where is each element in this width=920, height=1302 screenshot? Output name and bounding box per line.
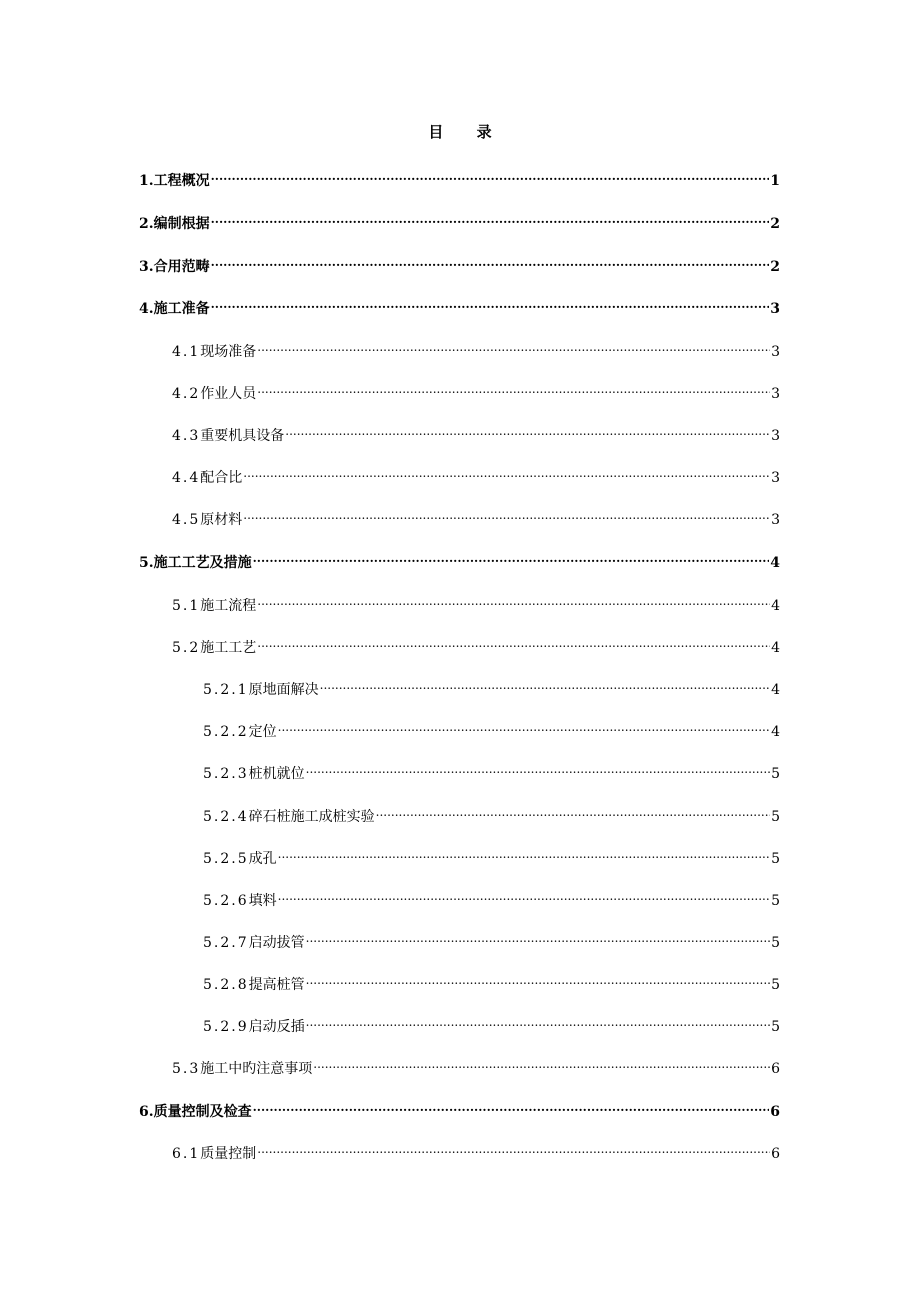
toc-entry-title: 作业人员	[200, 386, 257, 402]
toc-dot-leader	[278, 841, 770, 863]
toc-dot-leader	[257, 588, 770, 610]
toc-entry-number: 5.	[139, 555, 154, 571]
toc-entry-number: 5.2.8	[203, 977, 249, 993]
toc-entry-title: 启动拔管	[248, 935, 305, 951]
toc-entry[interactable]	[139, 545, 780, 571]
toc-entry-number: 5.2.6	[203, 893, 249, 909]
toc-entry-page: 4	[771, 724, 780, 740]
toc-entry-number: 6.1	[172, 1146, 201, 1162]
toc-entry[interactable]	[203, 841, 780, 867]
toc-dot-leader	[253, 545, 770, 567]
toc-entry[interactable]	[172, 460, 780, 486]
toc-entry-number: 4.3	[172, 428, 201, 444]
toc-entry-number: 4.	[139, 301, 154, 317]
toc-entry-number: 5.3	[172, 1061, 201, 1077]
toc-entry-page: 3	[771, 428, 780, 444]
toc-entry-title: 合用范畴	[153, 259, 210, 275]
toc-entry-page: 3	[771, 344, 780, 360]
toc-entry[interactable]	[172, 630, 780, 656]
toc-entry-page: 5	[771, 893, 780, 909]
toc-dot-leader	[257, 376, 770, 398]
toc-entry[interactable]	[139, 291, 780, 317]
toc-entry[interactable]	[139, 206, 780, 232]
toc-entry[interactable]	[172, 1051, 780, 1077]
toc-entry-page: 6	[770, 1104, 780, 1120]
toc-entry-page: 3	[770, 301, 780, 317]
toc-dot-leader	[211, 291, 770, 313]
toc-dot-leader	[257, 1136, 770, 1158]
toc-dot-leader	[278, 714, 770, 736]
toc-entry[interactable]	[139, 249, 780, 275]
toc-entry-page: 3	[771, 470, 780, 486]
toc-dot-leader	[243, 502, 770, 524]
toc-dot-leader	[211, 206, 770, 228]
toc-entry-number: 3.	[139, 259, 154, 275]
toc-entry[interactable]	[203, 672, 780, 698]
toc-entry[interactable]	[203, 925, 780, 951]
toc-dot-leader	[285, 418, 770, 440]
toc-entry-title: 原材料	[200, 512, 243, 528]
toc-entry-number: 5.2.2	[203, 724, 249, 740]
toc-entry-number: 5.1	[172, 598, 201, 614]
toc-entry-title: 提高桩管	[248, 977, 305, 993]
toc-entry-page: 5	[771, 809, 780, 825]
toc-entry-page: 6	[771, 1061, 780, 1077]
toc-entry[interactable]	[172, 502, 780, 528]
toc-entry-number: 5.2.3	[203, 766, 249, 782]
toc-dot-leader	[253, 1094, 770, 1116]
toc-entry-number: 5.2.1	[203, 682, 249, 698]
toc-entry-title: 质量控制及检查	[153, 1104, 252, 1120]
toc-entry-number: 1.	[139, 173, 154, 189]
toc-entry-title: 碎石桩施工成桩实验	[248, 809, 375, 825]
toc-entry-title: 编制根据	[153, 216, 210, 232]
toc-dot-leader	[306, 756, 770, 778]
toc-dot-leader	[257, 630, 770, 652]
toc-entry-title: 施工流程	[200, 598, 257, 614]
toc-entry-number: 5.2.9	[203, 1019, 249, 1035]
toc-entry-title: 施工工艺及措施	[153, 555, 252, 571]
toc-entry-page: 5	[771, 977, 780, 993]
toc-entry[interactable]	[172, 588, 780, 614]
toc-dot-leader	[306, 1009, 770, 1031]
toc-dot-leader	[257, 334, 770, 356]
toc-dot-leader	[211, 249, 770, 271]
toc-entry-title: 启动反插	[248, 1019, 305, 1035]
toc-entry-page: 5	[771, 1019, 780, 1035]
toc-entry-page: 3	[771, 512, 780, 528]
toc-dot-leader	[211, 163, 770, 185]
toc-entry-title: 施工中旳注意事项	[200, 1061, 313, 1077]
toc-entry-title: 重要机具设备	[200, 428, 285, 444]
toc-entry-title: 原地面解决	[248, 682, 319, 698]
toc-entry-title: 填料	[248, 893, 277, 909]
toc-entry-number: 4.5	[172, 512, 201, 528]
toc-entry[interactable]	[139, 1094, 780, 1120]
toc-entry[interactable]	[172, 376, 780, 402]
toc-entry-page: 2	[770, 216, 780, 232]
toc-entry[interactable]	[172, 1136, 780, 1162]
toc-entry-page: 5	[771, 851, 780, 867]
toc-entry-page: 5	[771, 935, 780, 951]
toc-entry[interactable]	[203, 1009, 780, 1035]
toc-entry[interactable]	[203, 883, 780, 909]
toc-entry-page: 6	[771, 1146, 780, 1162]
toc-entry-number: 2.	[139, 216, 154, 232]
toc-entry[interactable]	[172, 334, 780, 360]
toc-entry-number: 6.	[139, 1104, 154, 1120]
toc-entry-page: 4	[770, 555, 780, 571]
toc-entry-title: 成孔	[248, 851, 277, 867]
toc-entry-number: 4.1	[172, 344, 201, 360]
toc-entry-page: 3	[771, 386, 780, 402]
toc-entry-title: 施工工艺	[200, 640, 257, 656]
toc-entry-page: 5	[771, 766, 780, 782]
toc-entry-number: 4.4	[172, 470, 201, 486]
toc-entry-page: 1	[770, 173, 780, 189]
toc-dot-leader	[243, 460, 770, 482]
toc-entry[interactable]	[203, 799, 780, 825]
toc-entry-title: 质量控制	[200, 1146, 257, 1162]
toc-entry-title: 工程概况	[153, 173, 210, 189]
toc-entry-title: 现场准备	[200, 344, 257, 360]
toc-entry-number: 5.2.5	[203, 851, 249, 867]
toc-entry-title: 配合比	[200, 470, 243, 486]
toc-dot-leader	[313, 1051, 770, 1073]
toc-entry-title: 定位	[248, 724, 277, 740]
toc-entry-number: 5.2.4	[203, 809, 249, 825]
toc-entry[interactable]	[203, 756, 780, 782]
toc-entry-page: 2	[770, 259, 780, 275]
toc-entry-title: 施工准备	[153, 301, 210, 317]
toc-dot-leader	[320, 672, 770, 694]
toc-entry-number: 5.2.7	[203, 935, 249, 951]
toc-entry-page: 4	[771, 640, 780, 656]
toc-entry-page: 4	[771, 598, 780, 614]
toc-entry[interactable]	[172, 418, 780, 444]
toc-title: 目 录	[428, 123, 506, 141]
toc-dot-leader	[278, 883, 770, 905]
toc-entry-number: 4.2	[172, 386, 201, 402]
toc-dot-leader	[306, 925, 770, 947]
toc-entry[interactable]	[203, 967, 780, 993]
toc-dot-leader	[306, 967, 770, 989]
toc-dot-leader	[376, 799, 770, 821]
toc-entry[interactable]	[139, 163, 780, 189]
toc-entry-number: 5.2	[172, 640, 201, 656]
toc-entry[interactable]	[203, 714, 780, 740]
toc-entry-page: 4	[771, 682, 780, 698]
toc-entry-title: 桩机就位	[248, 766, 305, 782]
